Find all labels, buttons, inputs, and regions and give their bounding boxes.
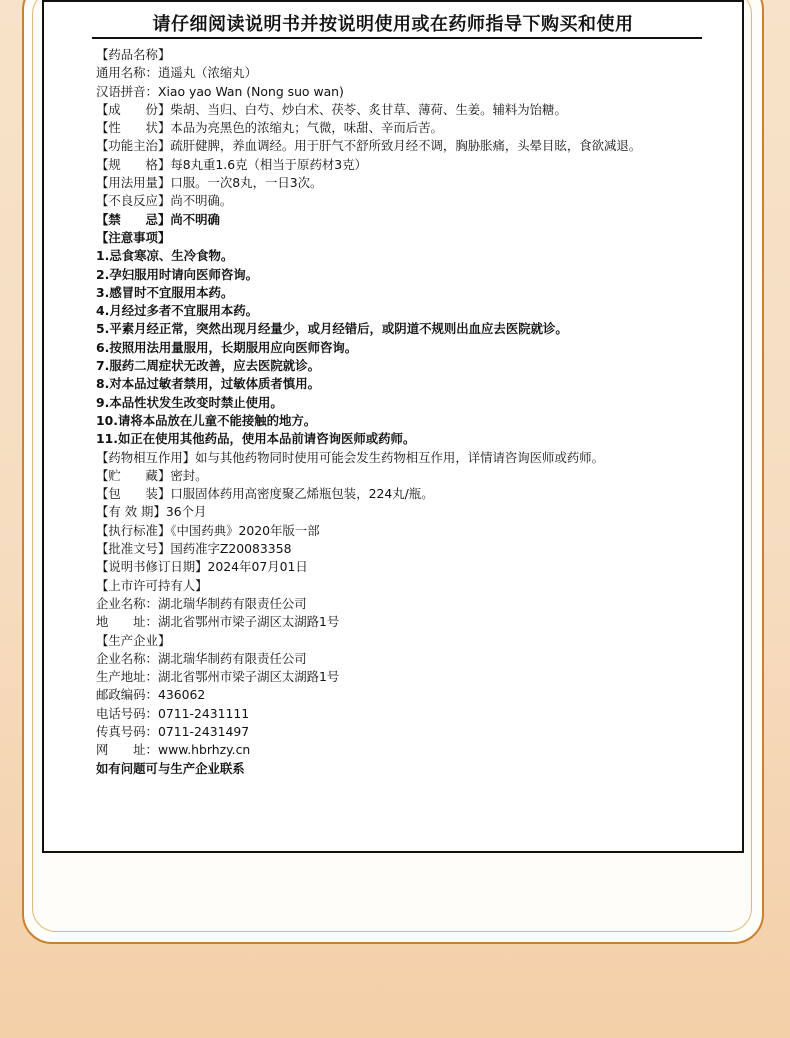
leaflet-line: 【功能主治】疏肝健脾，养血调经。用于肝气不舒所致月经不调，胸胁胀痛，头晕目眩，食欲减退。 — [96, 138, 642, 154]
leaflet-line: 网 址：www.hbrhzy.cn — [96, 742, 251, 758]
leaflet-line: 企业名称：湖北瑞华制药有限责任公司 — [96, 650, 307, 666]
leaflet-line: 【药物相互作用】如与其他药物同时使用可能会发生药物相互作用，详情请咨询医师或药师。 — [96, 449, 605, 465]
leaflet-line: 【包 装】口服固体药用高密度聚乙烯瓶包装，224丸/瓶。 — [96, 486, 434, 502]
leaflet-line: 【生产企业】 — [96, 632, 171, 648]
leaflet-line: 9.本品性状发生改变时禁止使用。 — [96, 394, 283, 410]
leaflet-line: 10.请将本品放在儿童不能接触的地方。 — [96, 412, 317, 428]
leaflet-line: 【规 格】每8丸重1.6克（相当于原药材3克） — [96, 156, 367, 172]
title-divider — [92, 37, 702, 39]
leaflet-content — [96, 46, 736, 778]
leaflet-line: 2.孕妇服用时请向医师咨询。 — [96, 266, 259, 282]
leaflet-line: 8.对本品过敏者禁用，过敏体质者慎用。 — [96, 376, 320, 392]
leaflet-line: 【上市许可持有人】 — [96, 577, 208, 593]
leaflet-line: 【性 状】本品为亮黑色的浓缩丸；气微，味甜、辛而后苦。 — [96, 120, 443, 136]
leaflet-line: 【说明书修订日期】2024年07月01日 — [96, 559, 308, 575]
leaflet-line: 企业名称：湖北瑞华制药有限责任公司 — [96, 595, 307, 611]
leaflet-line: 【用法用量】口服。一次8丸，一日3次。 — [96, 175, 323, 191]
leaflet-line: 【不良反应】尚不明确。 — [96, 193, 233, 209]
leaflet-line: 【批准文号】国药准字Z20083358 — [96, 541, 292, 557]
leaflet-line: 11.如正在使用其他药品，使用本品前请咨询医师或药师。 — [96, 431, 416, 447]
leaflet-card — [42, 0, 744, 853]
leaflet-line: 3.感冒时不宜服用本药。 — [96, 284, 234, 300]
leaflet-line: 7.服药二周症状无改善，应去医院就诊。 — [96, 358, 320, 374]
leaflet-line: 地 址：湖北省鄂州市梁子湖区太湖路1号 — [96, 614, 340, 630]
leaflet-line: 【禁 忌】尚不明确 — [96, 211, 220, 227]
leaflet-line: 1.忌食寒凉、生冷食物。 — [96, 248, 234, 264]
leaflet-line: 【成 份】柴胡、当归、白芍、炒白术、茯苓、炙甘草、薄荷、生姜。辅料为饴糖。 — [96, 101, 567, 117]
leaflet-line: 【药品名称】 — [96, 47, 171, 62]
leaflet-line: 6.按照用法用量服用，长期服用应向医师咨询。 — [96, 339, 358, 355]
leaflet-line: 传真号码：0711-2431497 — [96, 723, 250, 739]
leaflet-line: 电话号码：0711-2431111 — [96, 705, 250, 721]
page-title: 请仔细阅读说明书并按说明使用或在药师指导下购买和使用 — [152, 14, 634, 35]
leaflet-line: 汉语拼音：Xiao yao Wan (Nong suo wan) — [96, 83, 344, 99]
leaflet-line: 【贮 藏】密封。 — [96, 467, 208, 483]
leaflet-line: 如有问题可与生产企业联系 — [96, 760, 245, 776]
leaflet-line: 生产地址：湖北省鄂州市梁子湖区太湖路1号 — [96, 669, 340, 685]
leaflet-line: 4.月经过多者不宜服用本药。 — [96, 303, 259, 319]
leaflet-line: 通用名称：逍遥丸（浓缩丸） — [96, 65, 258, 81]
leaflet-line: 【执行标准】《中国药典》2020年版一部 — [96, 522, 320, 538]
leaflet-line: 【有 效 期】36个月 — [96, 504, 207, 520]
leaflet-line: 【注意事项】 — [96, 229, 171, 245]
leaflet-line: 邮政编码：436062 — [96, 687, 206, 703]
leaflet-line: 5.平素月经正常，突然出现月经量少，或月经错后，或阴道不规则出血应去医院就诊。 — [96, 321, 568, 337]
